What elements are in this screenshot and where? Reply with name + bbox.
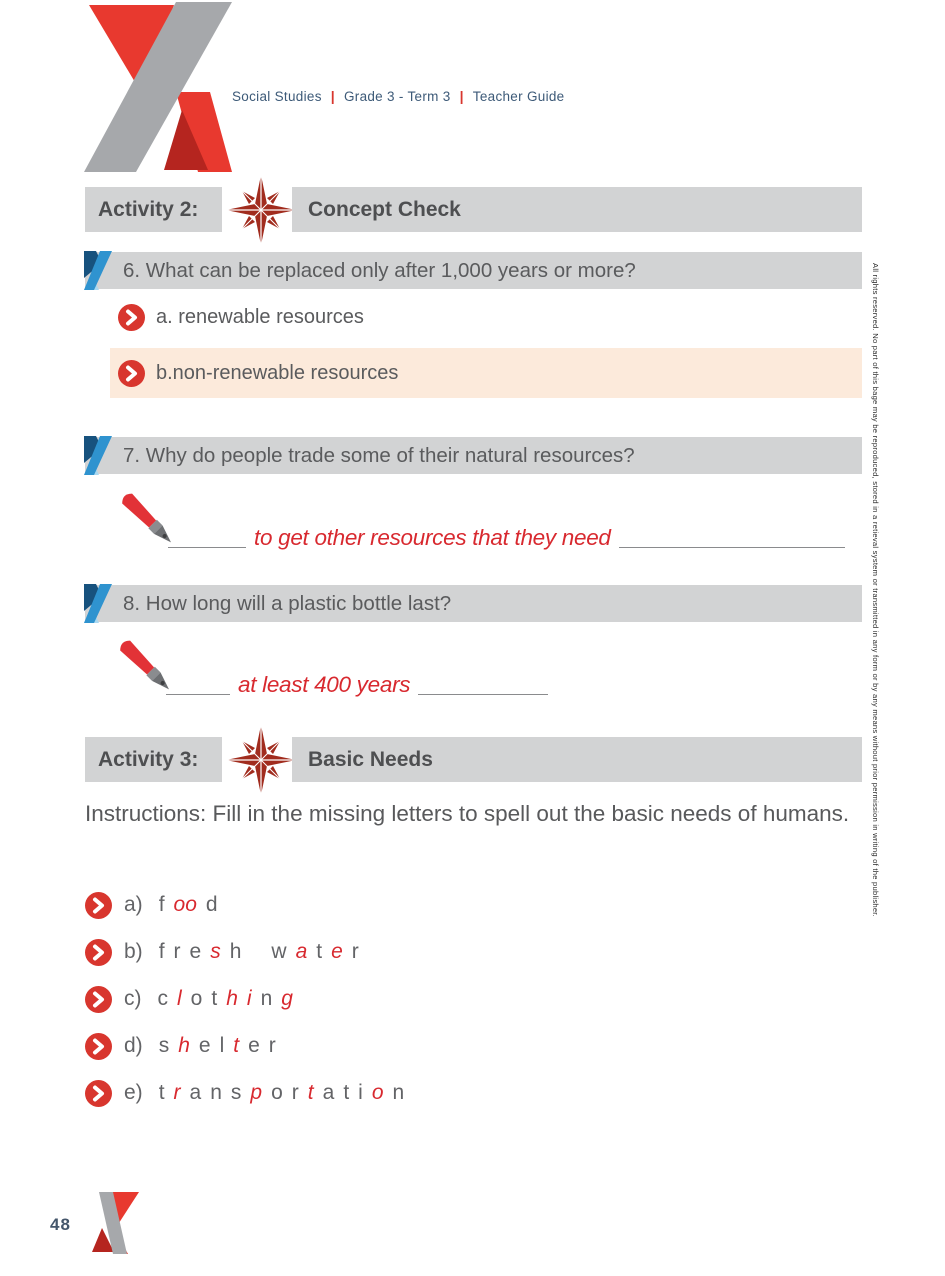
question-6-text: 6. What can be replaced only after 1,000 years or more? <box>123 258 636 282</box>
activity3-header <box>85 737 862 782</box>
fill-in-letter: t <box>307 1081 314 1104</box>
fill-in-letter: o <box>371 1081 384 1104</box>
given-letter: n <box>260 987 273 1010</box>
header-separator-icon: | <box>330 88 335 104</box>
basic-needs-item <box>85 1073 413 1113</box>
chevron-circle-bullet-icon <box>85 1080 112 1107</box>
fill-in-letter: p <box>250 1081 263 1104</box>
item-prefix: a) <box>124 893 143 916</box>
compass-icon <box>225 724 297 796</box>
header-subject: Social Studies <box>232 88 322 104</box>
fill-in-letter: a <box>295 940 308 963</box>
fill-in-letter: e <box>331 940 343 963</box>
header-breadcrumb <box>232 88 564 104</box>
answer-blank-line <box>166 685 230 695</box>
item-prefix: c) <box>124 987 142 1010</box>
chevron-circle-bullet-icon <box>118 360 145 387</box>
blue-x-logo-icon <box>84 584 112 629</box>
basic-needs-item <box>85 979 413 1019</box>
answer-blank-line <box>168 538 246 548</box>
fill-in-letter: h <box>178 1034 190 1057</box>
fill-in-letter: l <box>177 987 182 1010</box>
basic-needs-item <box>85 932 413 972</box>
item-letters <box>158 987 302 1011</box>
question-6-bar <box>85 252 862 289</box>
given-letter: o <box>190 987 203 1010</box>
given-letter: n <box>392 1081 405 1104</box>
activity3-label: Activity 3: <box>85 737 222 782</box>
fill-in-letter: s <box>210 940 221 963</box>
fill-in-letter: t <box>233 1034 240 1057</box>
given-letter: s <box>230 1081 242 1104</box>
fill-in-letter: g <box>281 987 293 1010</box>
item-letters <box>159 1081 414 1105</box>
given-letter: r <box>351 940 359 963</box>
given-letter: w <box>271 940 287 963</box>
activity2-title: Concept Check <box>292 187 862 232</box>
blue-x-logo-icon <box>84 251 112 296</box>
basic-needs-item <box>85 885 413 925</box>
chevron-circle-bullet-icon <box>85 1033 112 1060</box>
given-letter: t <box>211 987 218 1010</box>
question-8-text: 8. How long will a plastic bottle last? <box>123 591 452 615</box>
activity3-instructions: Instructions: Fill in the missing letters to spell out the basic needs of humans. <box>85 801 850 826</box>
question-7-answer-text: to get other resources that they need <box>254 525 611 550</box>
chevron-circle-bullet-icon <box>85 939 112 966</box>
basic-needs-item <box>85 1026 413 1066</box>
chevron-circle-bullet-icon <box>85 892 112 919</box>
activity2-header <box>85 187 862 232</box>
question-7-bar <box>85 437 862 474</box>
answer-blank-line <box>418 685 548 695</box>
copyright-vertical-text: All rights reserved. No part of this bage may be reproduced, stored in a retieval system or transmitted in any form or by any means without prior permission in writing of the publisher. <box>871 263 880 918</box>
fill-in-letter: r <box>173 1081 181 1104</box>
given-letter: c <box>157 987 168 1010</box>
given-letter: d <box>205 893 218 916</box>
given-letter: t <box>158 1081 165 1104</box>
item-letters <box>159 893 227 917</box>
given-letter: s <box>158 1034 170 1057</box>
given-letter: i <box>358 1081 363 1104</box>
given-letter: f <box>158 893 165 916</box>
given-letter: l <box>219 1034 225 1057</box>
given-letter: e <box>248 1034 260 1057</box>
item-prefix: d) <box>124 1034 143 1057</box>
blue-x-logo-icon <box>84 436 112 481</box>
question-7-text: 7. Why do people trade some of their natural resources? <box>123 443 635 467</box>
given-letter: o <box>271 1081 283 1104</box>
header-grade-term: Grade 3 - Term 3 <box>343 88 451 104</box>
item-letters <box>159 940 368 964</box>
question-7-answer <box>168 518 845 548</box>
item-prefix: b) <box>124 940 143 963</box>
activity3-title: Basic Needs <box>292 737 862 782</box>
question-8-answer-text: at least 400 years <box>238 672 411 697</box>
given-letter: r <box>268 1034 276 1057</box>
header-separator-icon: | <box>459 88 464 104</box>
basic-needs-list <box>85 885 413 1113</box>
given-letter: t <box>316 940 323 963</box>
given-letter: h <box>229 940 242 963</box>
fill-in-letter: h <box>226 987 238 1010</box>
page-number: 48 <box>50 1215 71 1234</box>
chevron-circle-bullet-icon <box>85 986 112 1013</box>
given-letter: n <box>210 1081 222 1104</box>
fill-in-letter: oo <box>173 893 197 916</box>
given-letter: f <box>158 940 165 963</box>
option-b-row-highlighted <box>110 348 862 398</box>
x-brand-logo-small <box>87 1192 139 1254</box>
question-8-bar <box>85 585 862 622</box>
item-letters <box>159 1034 285 1058</box>
given-letter: a <box>189 1081 202 1104</box>
chevron-circle-bullet-icon <box>118 304 145 331</box>
fill-in-letter: i <box>246 987 252 1010</box>
option-a-label: a. renewable resources <box>156 306 364 328</box>
given-letter: r <box>291 1081 299 1104</box>
compass-icon <box>225 174 297 246</box>
x-brand-logo <box>84 2 234 174</box>
given-letter: r <box>173 940 181 963</box>
activity2-label: Activity 2: <box>85 187 222 232</box>
header-guide: Teacher Guide <box>472 88 565 104</box>
given-letter: e <box>189 940 202 963</box>
given-letter: e <box>198 1034 211 1057</box>
given-letter: a <box>322 1081 335 1104</box>
item-prefix: e) <box>124 1081 143 1104</box>
option-b-label: b.non-renewable resources <box>156 361 399 384</box>
question-8-answer <box>166 665 548 695</box>
given-letter: t <box>343 1081 350 1104</box>
option-a-row <box>118 304 364 331</box>
answer-blank-line <box>619 538 845 548</box>
